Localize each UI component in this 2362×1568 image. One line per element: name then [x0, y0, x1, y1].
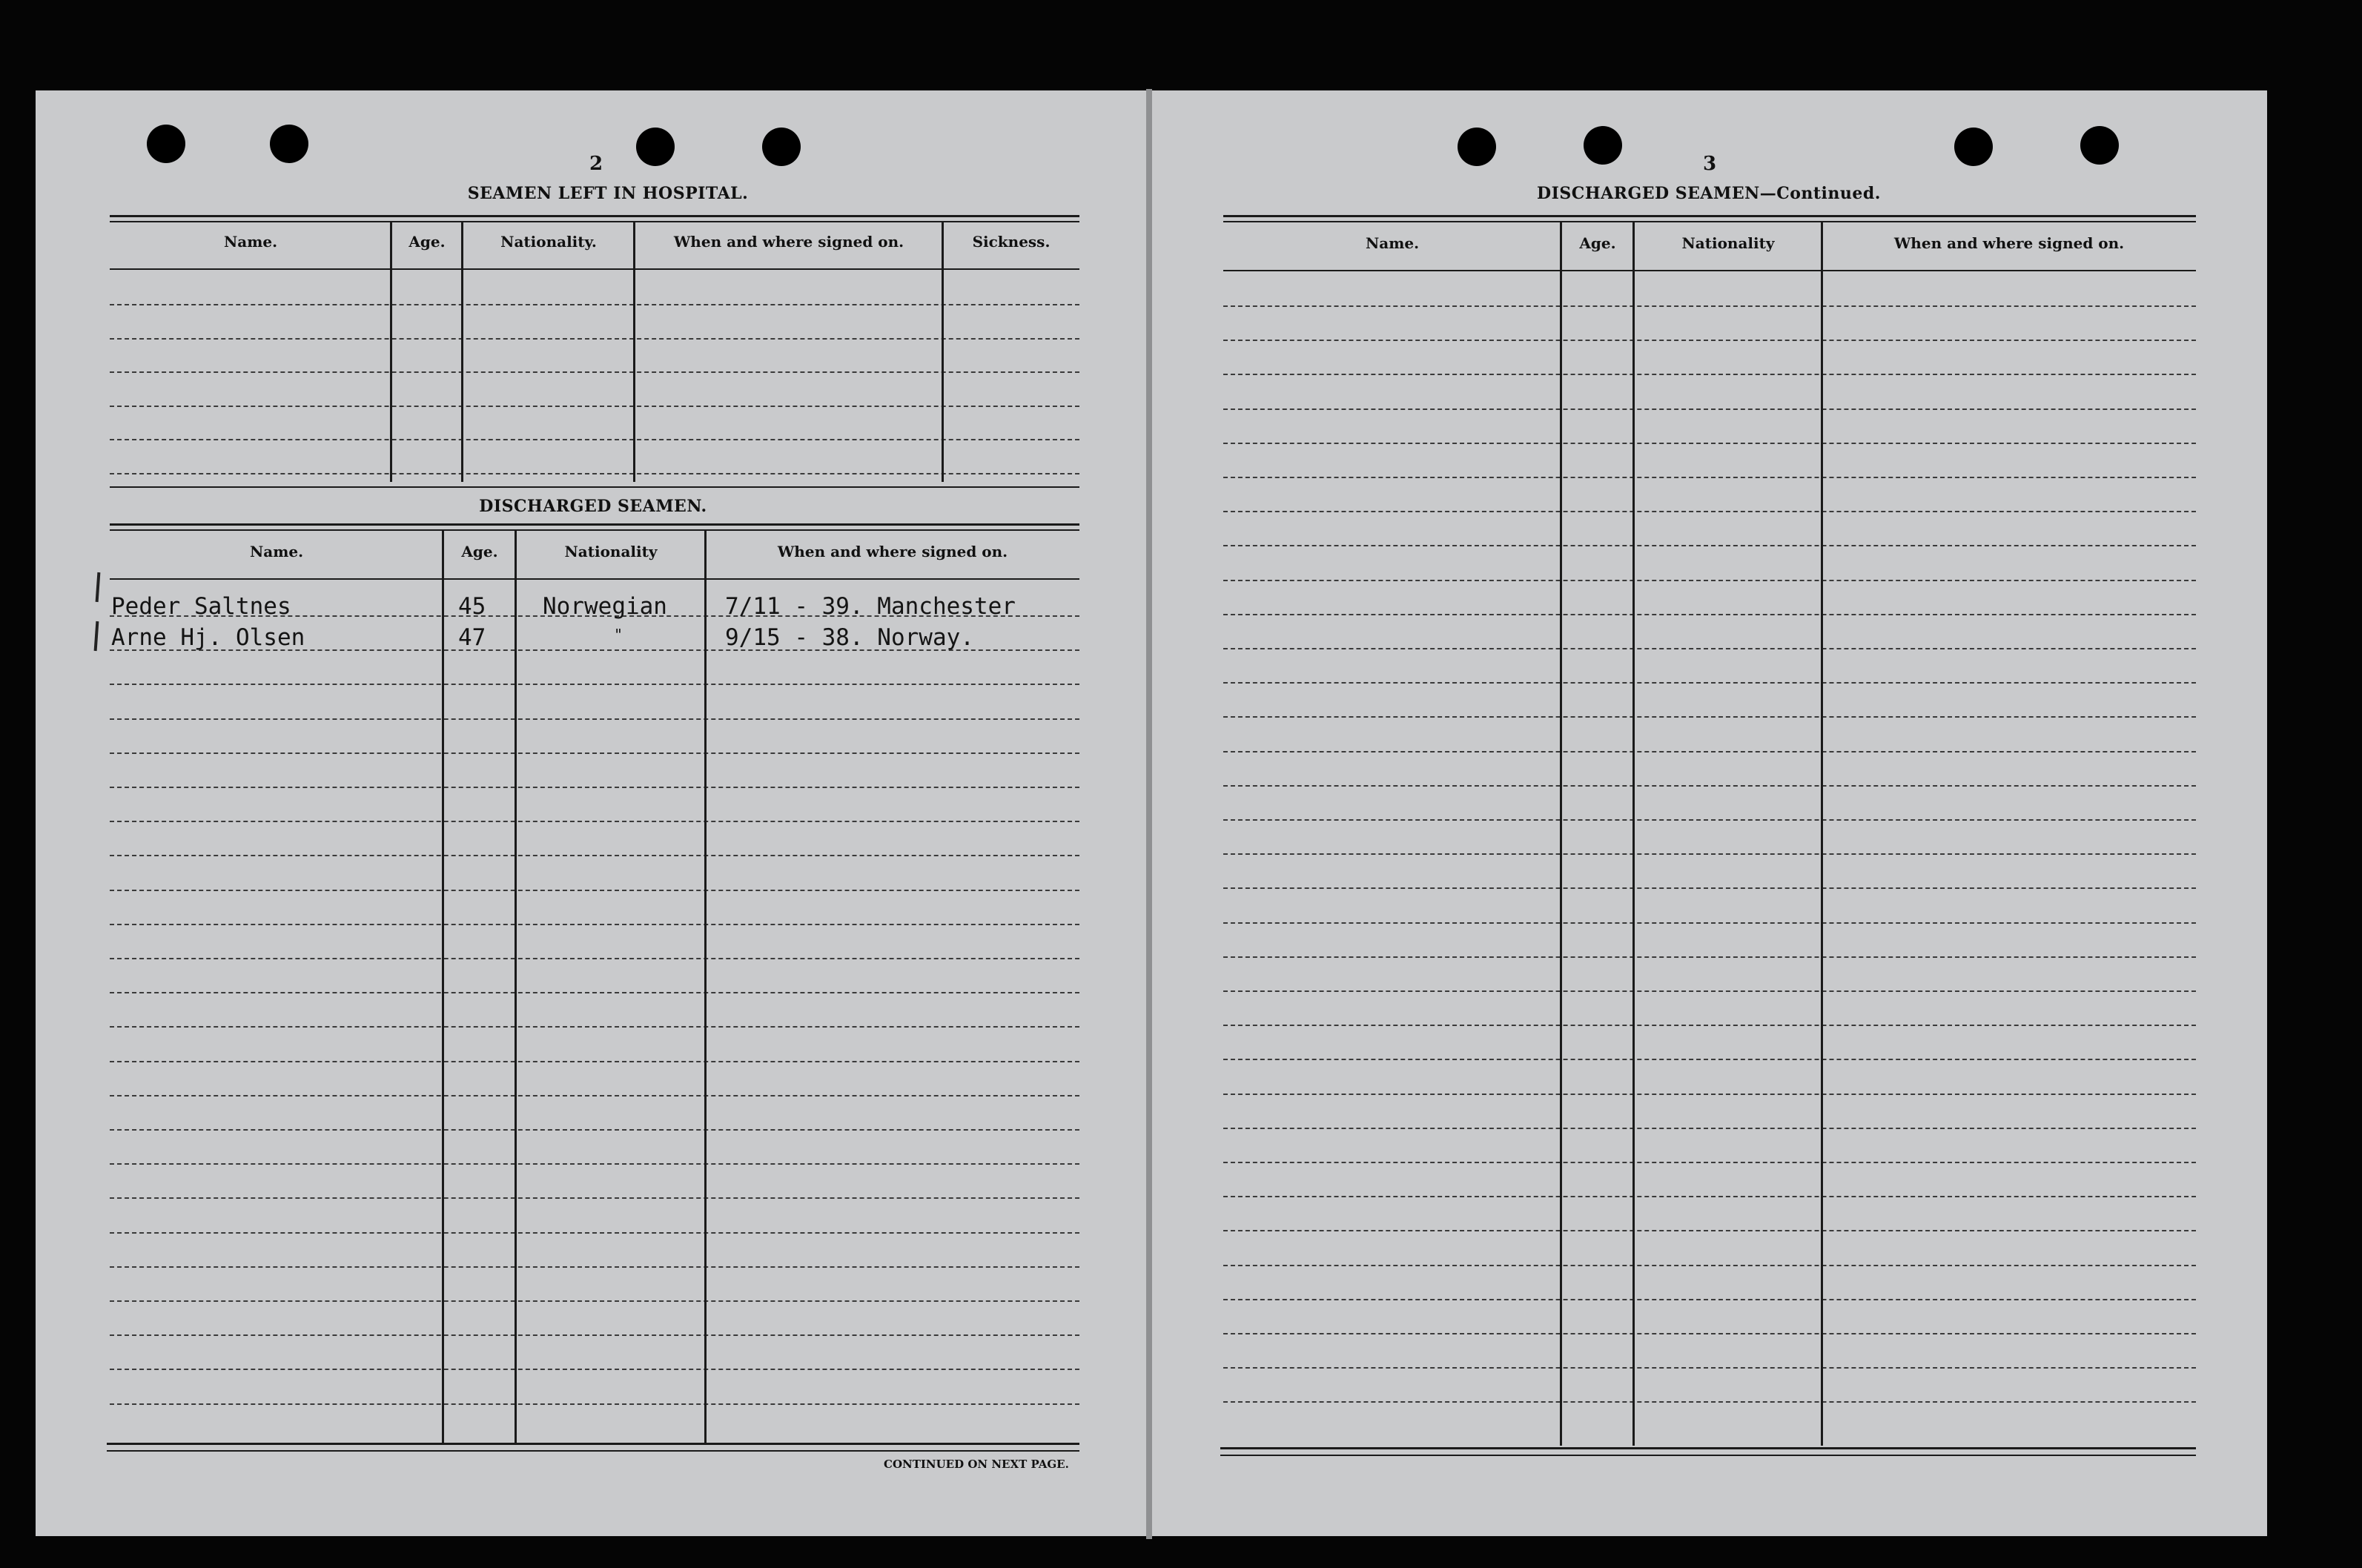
ruled-line: [110, 992, 1079, 993]
hospital-section-title: SEAMEN LEFT IN HOSPITAL.: [467, 184, 749, 203]
ruled-line: [110, 958, 1079, 959]
right-page: [1151, 90, 2267, 1536]
punch-hole: [1954, 128, 1993, 166]
punch-hole: [270, 125, 308, 163]
page-fold: [1146, 89, 1152, 1539]
left-page: [36, 90, 1148, 1536]
ruled-line: [110, 473, 1079, 474]
hospital-col-name: Name.: [223, 233, 278, 251]
ruled-line: [1223, 1265, 2196, 1266]
discharged-col-signed-on: When and where signed on.: [777, 543, 1008, 560]
ruled-line: [110, 371, 1079, 373]
punch-hole: [147, 125, 185, 163]
ruled-line: [1223, 1128, 2196, 1129]
ruled-line: [110, 718, 1079, 720]
ruled-line: [1223, 614, 2196, 615]
ruled-line: [1223, 580, 2196, 581]
discharged-section-title: DISCHARGED SEAMEN.: [479, 497, 707, 516]
row-2-signed-on: 9/15 - 38. Norway.: [725, 624, 974, 651]
ruled-line: [1223, 716, 2196, 718]
ruled-line: [1223, 853, 2196, 855]
ruled-line: [1223, 374, 2196, 375]
ruled-line: [110, 1061, 1079, 1062]
ruled-line: [1223, 1025, 2196, 1026]
discharged-col-age: Age.: [461, 543, 498, 560]
ruled-line: [110, 1334, 1079, 1336]
right-col-age: Age.: [1579, 234, 1616, 252]
ruled-line: [1223, 1333, 2196, 1334]
punch-hole: [762, 128, 801, 166]
ruled-line: [110, 1026, 1079, 1028]
ruled-line: [1223, 1299, 2196, 1300]
ruled-line: [110, 1197, 1079, 1199]
hospital-col-signed-on: When and where signed on.: [673, 233, 904, 251]
punch-hole: [2080, 126, 2119, 165]
ruled-line: [1223, 340, 2196, 341]
ruled-line: [110, 821, 1079, 822]
discharged-col-name: Name.: [249, 543, 304, 560]
ruled-line: [1223, 1059, 2196, 1060]
ruled-line: [1223, 956, 2196, 958]
row-2-age: 47: [458, 624, 486, 651]
ruled-line: [110, 1403, 1079, 1405]
ruled-line: [110, 1163, 1079, 1165]
ruled-line: [110, 1095, 1079, 1096]
punch-hole: [636, 128, 675, 166]
ruled-line: [1223, 1094, 2196, 1095]
ruled-line: [1223, 1401, 2196, 1403]
ruled-line: [110, 304, 1079, 305]
row-2-nationality: ": [614, 626, 623, 644]
ruled-line: [1223, 648, 2196, 649]
discharged-continued-title: DISCHARGED SEAMEN—Continued.: [1537, 184, 1881, 203]
ruled-line: [1223, 1162, 2196, 1163]
ruled-line: [1223, 1196, 2196, 1197]
hospital-col-age: Age.: [408, 233, 446, 251]
continued-note: CONTINUED ON NEXT PAGE.: [884, 1458, 1069, 1471]
ruled-line: [1223, 785, 2196, 787]
hospital-col-nationality: Nationality.: [500, 233, 597, 251]
ruled-line: [110, 1369, 1079, 1370]
row-1-nationality: Norwegian: [543, 593, 667, 620]
page-number: 3: [1702, 153, 1717, 175]
ruled-line: [1223, 751, 2196, 752]
ruled-line: [1223, 887, 2196, 889]
ruled-line: [1223, 408, 2196, 410]
page-number: 2: [589, 153, 603, 175]
ruled-line: [1223, 990, 2196, 992]
discharged-col-nationality: Nationality: [564, 543, 658, 560]
right-col-signed-on: When and where signed on.: [1893, 234, 2125, 252]
ruled-line: [1223, 1367, 2196, 1369]
ruled-line: [110, 787, 1079, 788]
row-1-name: Peder Saltnes: [111, 593, 291, 620]
ruled-line: [1223, 545, 2196, 546]
row-1-age: 45: [458, 593, 486, 620]
ruled-line: [110, 1266, 1079, 1268]
ruled-line: [110, 1129, 1079, 1131]
ruled-line: [110, 684, 1079, 685]
row-1-signed-on: 7/11 - 39. Manchester: [725, 593, 1016, 620]
ruled-line: [1223, 819, 2196, 821]
row-2-name: Arne Hj. Olsen: [111, 624, 305, 651]
ruled-line: [1223, 443, 2196, 444]
ruled-line: [110, 338, 1079, 340]
ruled-line: [1223, 922, 2196, 924]
right-col-nationality: Nationality: [1681, 234, 1775, 252]
ruled-line: [110, 855, 1079, 856]
punch-hole: [1458, 128, 1496, 166]
ruled-line: [110, 1300, 1079, 1302]
ruled-line: [110, 1232, 1079, 1234]
ruled-line: [110, 406, 1079, 407]
ruled-line: [1223, 477, 2196, 478]
hospital-col-sickness: Sickness.: [972, 233, 1051, 251]
ruled-line: [110, 890, 1079, 891]
ruled-line: [110, 924, 1079, 925]
ruled-line: [110, 752, 1079, 754]
punch-hole: [1584, 126, 1622, 165]
ruled-line: [1223, 1230, 2196, 1231]
ruled-line: [1223, 682, 2196, 684]
ruled-line: [1223, 511, 2196, 512]
ruled-line: [1223, 305, 2196, 307]
ruled-line: [110, 439, 1079, 440]
right-col-name: Name.: [1365, 234, 1420, 252]
